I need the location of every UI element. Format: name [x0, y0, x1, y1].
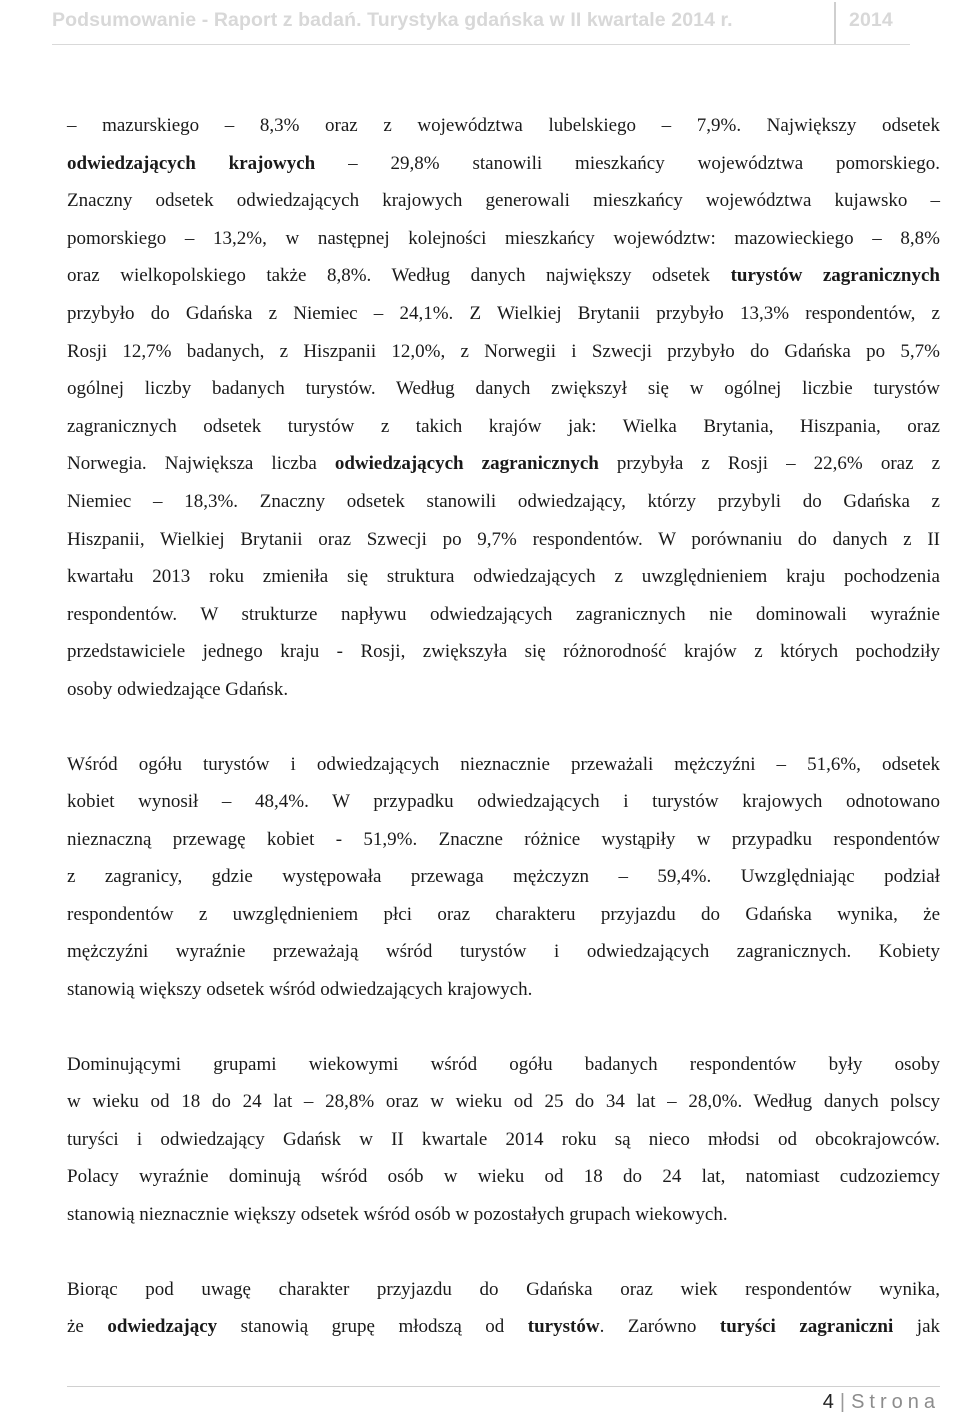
- paragraph-gap: [67, 709, 940, 746]
- bold-term: odwiedzających zagranicznych: [334, 453, 599, 475]
- text-line: przybyło do Gdańska z Niemiec – 24,1%. Z Wielkiej Brytanii przybyło 13,3% respondentów, z: [67, 302, 940, 324]
- text-line: z zagranicy, gdzie występowała przewaga mężczyzn – 59,4%. Uwzględniając podział: [67, 866, 940, 888]
- page-word: Strona: [851, 1391, 940, 1413]
- text-line: stanowią większy odsetek wśród odwiedzających krajowych.: [67, 979, 533, 1001]
- text-line: turyści i odwiedzający Gdańsk w II kwartale 2014 roku są nieco młodsi od obcokrajowców.: [67, 1128, 940, 1150]
- bold-term: odwiedzający: [107, 1316, 218, 1338]
- text-line: respondentów. W strukturze napływu odwiedzających zagranicznych nie dominowali wyraźnie: [67, 603, 940, 625]
- header-rule: [52, 44, 910, 45]
- text-line: Biorąc pod uwagę charakter przyjazdu do Gdańska oraz wiek respondentów wynika,: [67, 1278, 940, 1300]
- text-line: Polacy wyraźnie dominują wśród osób w wieku od 18 do 24 lat, natomiast cudzoziemcy: [67, 1166, 940, 1188]
- text-line: Niemiec – 18,3%. Znaczny odsetek stanowili odwiedzający, którzy przybyli do Gdańska z: [67, 490, 940, 512]
- bold-term: odwiedzających krajowych: [67, 152, 316, 174]
- text-line: przedstawiciele jednego kraju - Rosji, zwiększyła się różnorodność krajów z których pochodziły: [67, 641, 940, 663]
- text-line: Dominującymi grupami wiekowymi wśród ogółu badanych respondentów były osoby: [67, 1053, 940, 1075]
- text-line: – mazurskiego – 8,3% oraz z województwa lubelskiego – 7,9%. Największy odsetek: [67, 115, 940, 136]
- paragraph-gender: [67, 746, 940, 1009]
- text-line: zagranicznych odsetek turystów z takich krajów jak: Wielka Brytania, Hiszpania, oraz: [67, 415, 940, 437]
- document-body: [67, 107, 940, 1346]
- text-line: że odwiedzający stanowią grupę młodszą od turystów. Zarówno turyści zagraniczni jak: [67, 1316, 940, 1338]
- text-line: stanowią nieznacznie większy odsetek wśród osób w pozostałych grupach wiekowych.: [67, 1204, 728, 1226]
- text-line: Norwegia. Największa liczba odwiedzających zagranicznych przybyła z Rosji – 22,6% oraz z: [67, 453, 941, 475]
- text-line: osoby odwiedzające Gdańsk.: [67, 678, 289, 700]
- text-line: nieznaczną przewagę kobiet - 51,9%. Znaczne różnice wystąpiły w przypadku respondentów: [67, 828, 940, 850]
- bold-term: turystów: [527, 1316, 600, 1338]
- paragraph-origin: [67, 107, 940, 709]
- page-header: [52, 0, 910, 44]
- text-line: respondentów z uwzględnieniem płci oraz charakteru przyjazdu do Gdańska wynika, że: [67, 903, 940, 925]
- paragraph-gap: [67, 1234, 940, 1271]
- paragraph-gap: [67, 1009, 940, 1046]
- text-line: Znaczny odsetek odwiedzających krajowych generowali mieszkańcy województwa kujawsko –: [67, 190, 940, 212]
- paragraph-character: [67, 1271, 940, 1346]
- text-line: Hiszpanii, Wielkiej Brytanii oraz Szwecji po 9,7% respondentów. W porównaniu do danych z II: [67, 528, 940, 550]
- text-line: Wśród ogółu turystów i odwiedzających nieznacznie przeważali mężczyźni – 51,6%, odsetek: [67, 753, 940, 775]
- footer-rule: [67, 1386, 940, 1387]
- header-title: Podsumowanie - Raport z badań. Turystyka gdańska w II kwartale 2014 r.: [52, 9, 733, 31]
- footer-separator: |: [839, 1391, 846, 1413]
- text-line: oraz wielkopolskiego także 8,8%. Według danych największy odsetek turystów zagranicznych: [67, 265, 941, 287]
- page-footer: [790, 1391, 940, 1414]
- header-divider: [834, 2, 836, 44]
- bold-term: turystów zagranicznych: [730, 265, 941, 287]
- text-line: mężczyźni wyraźnie przeważają wśród turystów i odwiedzających zagranicznych. Kobiety: [67, 941, 940, 963]
- text-line: kwartału 2013 roku zmieniła się struktura odwiedzających z uwzględnieniem kraju pochodzenia: [67, 566, 940, 588]
- text-line: ogólnej liczby badanych turystów. Według danych zwiększył się w ogólnej liczbie turystów: [67, 378, 940, 400]
- text-line: w wieku od 18 do 24 lat – 28,8% oraz w wieku od 25 do 34 lat – 28,0%. Według danych polscy: [67, 1091, 940, 1113]
- text-line: Rosji 12,7% badanych, z Hiszpanii 12,0%, z Norwegii i Szwecji przybyło do Gdańska po 5,7%: [67, 340, 940, 362]
- text-line: kobiet wynosił – 48,4%. W przypadku odwiedzających i turystów krajowych odnotowano: [67, 791, 940, 813]
- text-line: pomorskiego – 13,2%, w następnej kolejności mieszkańcy województw: mazowieckiego – 8,8%: [67, 227, 940, 249]
- bold-term: turyści zagraniczni: [719, 1316, 894, 1338]
- paragraph-age: [67, 1046, 940, 1234]
- text-line: odwiedzających krajowych – 29,8% stanowili mieszkańcy województwa pomorskiego.: [67, 152, 940, 174]
- header-year: 2014: [849, 9, 893, 31]
- page-number: 4: [822, 1391, 834, 1413]
